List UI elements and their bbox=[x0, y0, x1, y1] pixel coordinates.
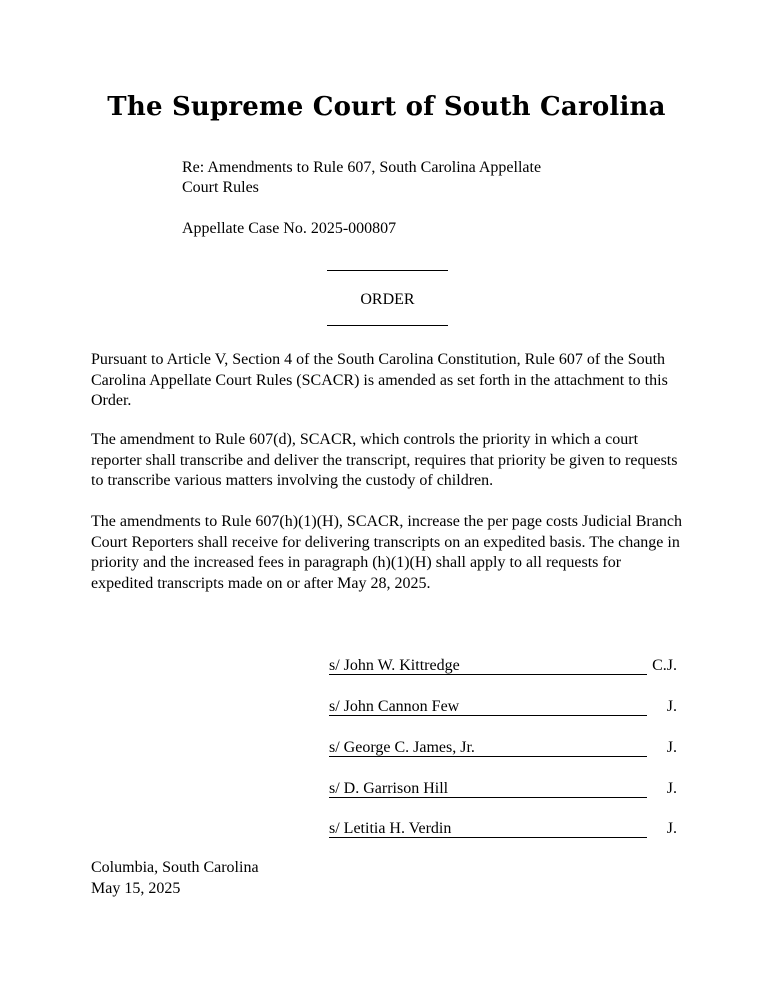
order-paragraph-3: The amendments to Rule 607(h)(1)(H), SCACR, increase the per page costs Judicial Branch Court Reporters shall receive for delivering transcripts on an expedited basis. The change in priority and the increased fees in paragraph (h)(1)(H) shall apply to all requests for expedited transcripts made on or after May 28, 2025. bbox=[91, 513, 682, 592]
issuance-location: Columbia, South Carolina bbox=[91, 859, 259, 876]
signature-name: s/ John Cannon Few bbox=[329, 698, 460, 715]
signature-row-justice bbox=[329, 738, 677, 760]
signature-title: J. bbox=[666, 698, 677, 715]
signature-row-justice bbox=[329, 819, 677, 841]
signature-row-justice bbox=[329, 697, 677, 719]
order-rule-bottom bbox=[327, 325, 448, 326]
signature-name: s/ D. Garrison Hill bbox=[329, 780, 449, 797]
signature-name: s/ John W. Kittredge bbox=[329, 657, 460, 674]
case-number: Appellate Case No. 2025-000807 bbox=[182, 220, 397, 237]
re-caption bbox=[182, 158, 602, 198]
issuance-block bbox=[91, 858, 259, 899]
re-line-2: Court Rules bbox=[182, 179, 259, 196]
signature-title: J. bbox=[666, 739, 677, 756]
order-paragraph-1: Pursuant to Article V, Section 4 of the South Carolina Constitution, Rule 607 of the South Carolina Appellate Court Rules (SCACR) is amended as set forth in the attachment to this Order. bbox=[91, 351, 668, 409]
signature-title: J. bbox=[666, 820, 677, 837]
signature-title: C.J. bbox=[652, 657, 677, 674]
signature-row-chief-justice bbox=[329, 656, 677, 678]
order-heading: ORDER bbox=[360, 291, 415, 308]
order-paragraph-2: The amendment to Rule 607(d), SCACR, which controls the priority in which a court reporter shall transcribe and deliver the transcript, requires that priority be given to requests to transcribe various matters involving the custody of children. bbox=[91, 431, 678, 489]
signature-row-justice bbox=[329, 779, 677, 801]
court-title: The Supreme Court of South Carolina bbox=[107, 92, 666, 122]
issuance-date: May 15, 2025 bbox=[91, 879, 181, 897]
signature-name: s/ George C. James, Jr. bbox=[329, 739, 475, 756]
order-rule-top bbox=[327, 270, 448, 271]
signature-name: s/ Letitia H. Verdin bbox=[329, 820, 452, 837]
signature-title: J. bbox=[666, 780, 677, 797]
re-line-1: Re: Amendments to Rule 607, South Carolina Appellate bbox=[182, 159, 542, 176]
